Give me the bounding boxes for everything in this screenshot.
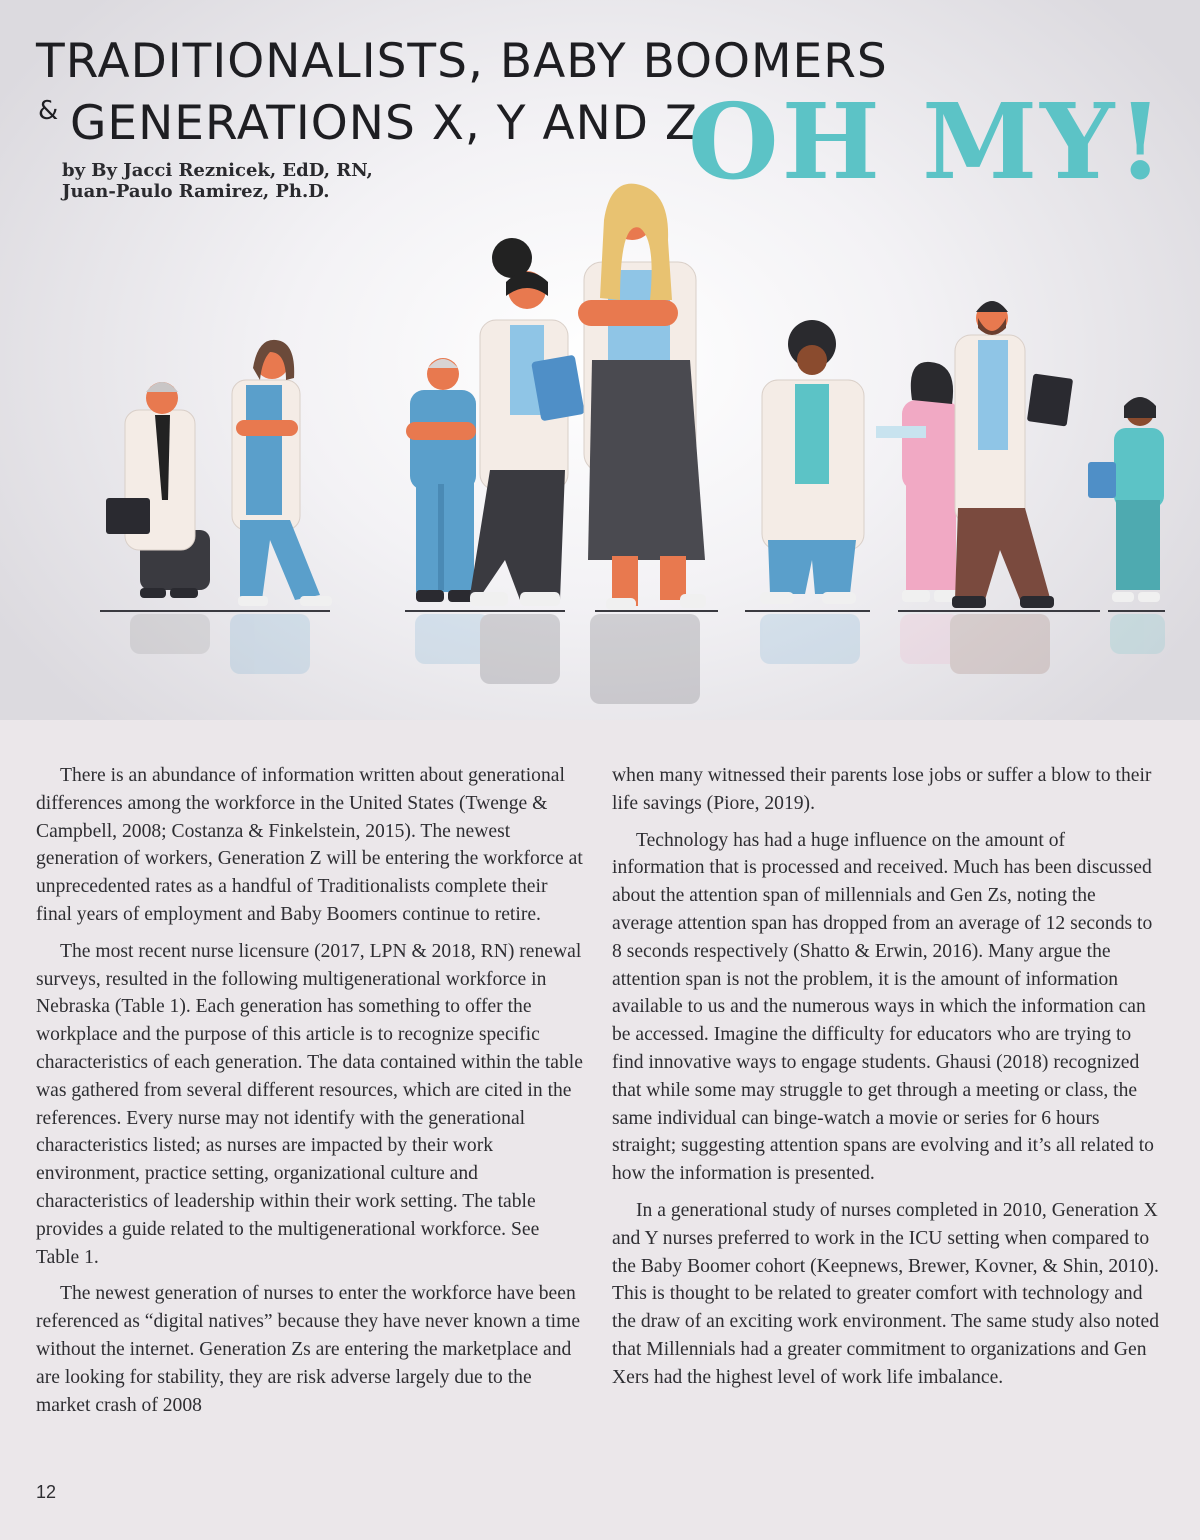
tall-woman-figure <box>578 184 706 610</box>
woman-tablet-figure <box>470 238 585 606</box>
man-blue-scrubs-figure <box>406 358 476 602</box>
title-accent: OH MY! <box>688 80 1167 203</box>
byline <box>62 160 373 202</box>
woman-teal-figure <box>1088 397 1164 602</box>
byline-author-1: by By Jacci Reznicek, EdD, RN, <box>62 160 373 181</box>
byline-author-2: Juan-Paulo Ramirez, Ph.D. <box>62 181 330 202</box>
title-ampersand: & <box>38 96 59 126</box>
woman-pink-figure <box>876 362 962 602</box>
article-column-right <box>612 762 1160 1401</box>
hero-banner <box>0 0 1200 720</box>
title-line-2: GENERATIONS X, Y AND Z, <box>70 96 715 151</box>
older-doctor-figure <box>106 382 210 598</box>
paragraph: The most recent nurse licensure (2017, LPN & 2018, RN) renewal surveys, resulted in the following multigenerational workforce in Nebraska (Table 1). Each generation has something to offer the workplace and the purpose of this article is to recognize specific characteristics of each generation. The data contained within the table was gathered from several different resources, which are cited in the references. Every nurse may not identify with the generational characteristics listed; as nurses are impacted by their work environment, practice setting, organizational culture and characteristics of leadership within their work setting. The table provides a guide related to the multigenerational workforce. See Table 1. <box>36 940 583 1268</box>
paragraph: The newest generation of nurses to enter the workforce have been referenced as “digital natives” because they have never known a time without the internet. Generation Zs are entering the marketplace and are looking for stability, they are risk adverse largely due to the market crash of 2008 <box>36 1283 581 1416</box>
paragraph: Technology has had a huge influence on the amount of information that is processed and received. Much has been discussed about the attention span of millennials and Gen Zs, noting the average attention span has dropped from an average of 12 seconds to 8 seconds respectively (Shatto & Erwin, 2016). Many argue the attention span is not the problem, it is the amount of information available to us and the numerous ways in which the information can be accessed. Imagine the difficulty for educators who are trying to find innovative ways to engage students. Ghausi (2018) recognized that while some may struggle to get through a meeting or class, the same individual can binge-watch a movie or series for 6 hours straight; suggesting attention spans are evolving and it’s all related to how the information is presented. <box>612 829 1154 1185</box>
afro-doctor-figure <box>760 320 864 604</box>
paragraph: In a generational study of nurses completed in 2010, Generation X and Y nurses preferred to work in the ICU setting when compared to the Baby Boomer cohort (Keepnews, Brewer, Kovner, & Shin, 2010). This is thought to be related to greater comfort with technology and the draw of an exciting work environment. The same study also noted that Millennials had a greater commitment to organizations and Gen Xers had the highest level of work life imbalance. <box>612 1199 1160 1388</box>
paragraph: when many witnessed their parents lose jobs or suffer a blow to their life savings (Piore, 2019). <box>612 765 1152 814</box>
bearded-doctor-figure <box>952 301 1073 608</box>
paragraph: There is an abundance of information written about generational differences among the workforce in the United States (Twenge & Campbell, 2008; Costanza & Finkelstein, 2015). The newest generation of workers, Generation Z will be entering the workforce at unprecedented rates as a handful of Traditionalists complete their final years of employment and Baby Boomers continue to retire. <box>36 765 583 925</box>
article-column-left <box>36 762 584 1428</box>
title-line-1: TRADITIONALISTS, BABY BOOMERS <box>36 34 888 89</box>
page-number: 12 <box>36 1482 57 1502</box>
woman-scrubs-figure <box>232 340 332 606</box>
